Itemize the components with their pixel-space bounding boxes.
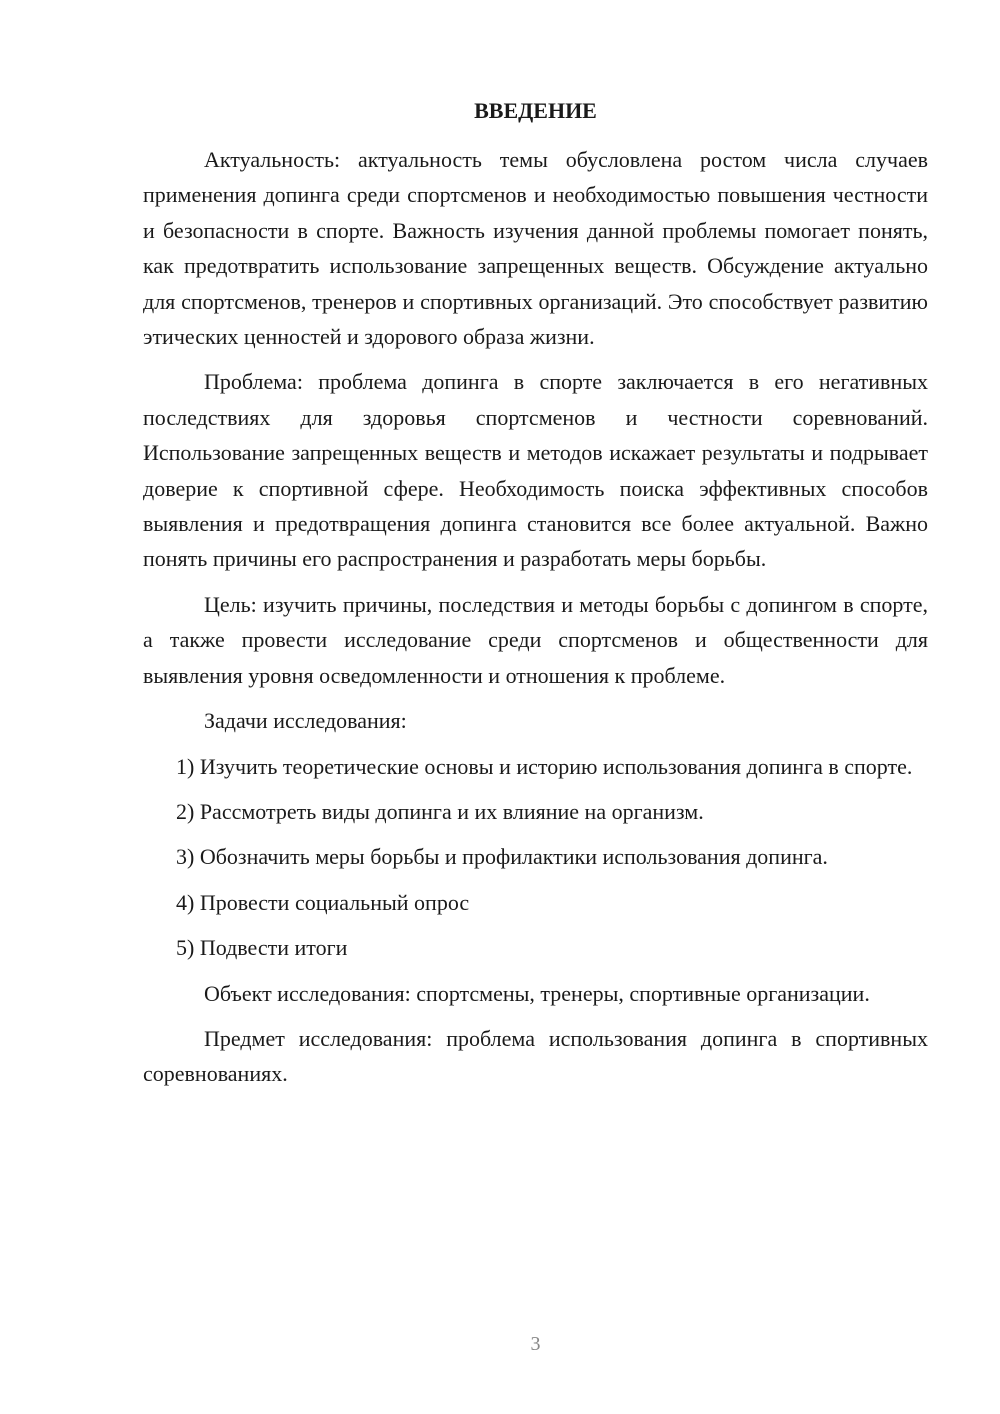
task-item-3: 3) Обозначить меры борьбы и профилактики использования допинга. (176, 844, 828, 870)
document-body (143, 142, 928, 1092)
task-item-2: 2) Рассмотреть виды допинга и их влияние на организм. (176, 798, 704, 824)
task-item-4: 4) Провести социальный опрос (176, 889, 470, 915)
paragraph-relevance: Актуальность: актуальность темы обусловлена ростом числа случаев применения допинга среди спортсменов и необходимостью повышения честности и безопасности в спорте. Важность изучения данной проблемы помогает понять, как предотвратить использование запрещенных веществ. Обсуждение актуально для спортсменов, тренеров и спортивных организаций. Это способствует развитию этических ценностей и здорового образа жизни. (143, 147, 928, 350)
page-title: ВВЕДЕНИЕ (474, 98, 597, 123)
tasks-heading: Задачи исследования: (204, 708, 407, 734)
page-number: 3 (530, 1333, 541, 1355)
paragraph-goal: Цель: изучить причины, последствия и методы борьбы с допингом в спорте, а также провести исследование среди спортсменов и общественности для выявления уровня осведомленности и отношения к проблеме. (143, 591, 928, 688)
task-item-5: 5) Подвести итоги (176, 935, 348, 961)
paragraph-problem: Проблема: проблема допинга в спорте заключается в его негативных последствиях для здоровья спортсменов и честности соревнований. Использование запрещенных веществ и методов искажает результаты и подрывает доверие к спортивной сфере. Необходимость поиска эффективных способов выявления и предотвращения допинга становится все более актуальной. Важно понять причины его распространения и разработать меры борьбы. (143, 369, 928, 572)
paragraph-subject: Предмет исследования: проблема использования допинга в спортивных соревнованиях. (143, 1025, 928, 1087)
document-page (143, 0, 928, 1414)
paragraph-object: Объект исследования: спортсмены, тренеры, спортивные организации. (204, 980, 870, 1006)
task-item-1: 1) Изучить теоретические основы и историю использования допинга в спорте. (176, 753, 913, 779)
